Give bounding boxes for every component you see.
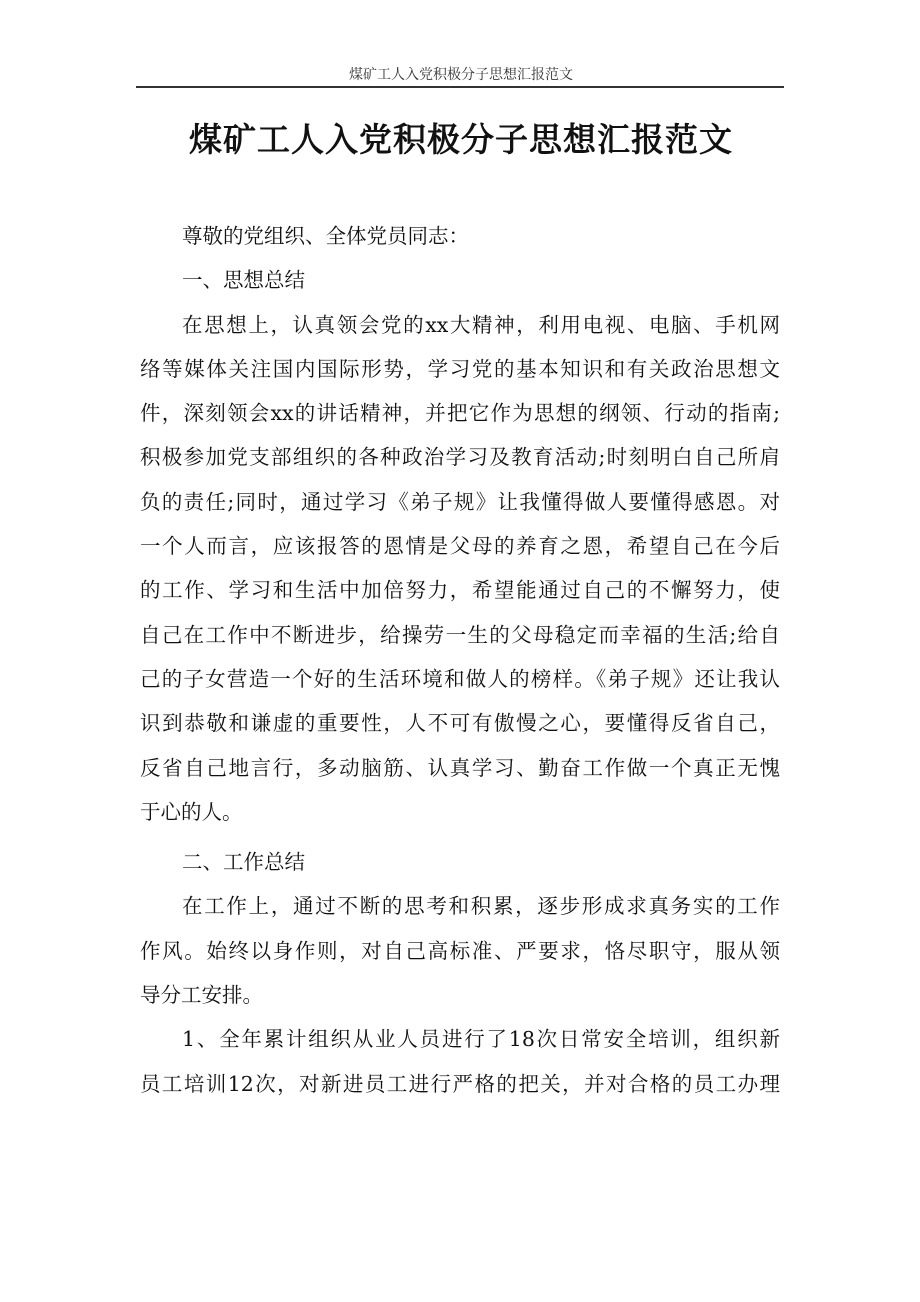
text-line: 1、全年累计组织从业人员进行了18次日常安全培训，组织新: [182, 1027, 780, 1052]
document-title: 煤矿工人入党积极分子思想汇报范文: [189, 120, 733, 159]
text-line: 一个人而言，应该报答的恩情是父母的养育之恩，希望自己在今后: [140, 534, 780, 559]
section-heading-thought: [140, 258, 780, 302]
text-line: 的工作、学习和生活中加倍努力，希望能通过自己的不懈努力，使: [140, 578, 780, 603]
text-line: 一、思想总结: [182, 268, 305, 293]
text-line: 积极参加党支部组织的各种政治学习及教育活动;时刻明白自己所肩: [140, 445, 780, 470]
text-line: 于心的人。: [140, 799, 243, 824]
text-line: 己的子女营造一个好的生活环境和做人的榜样。《弟子规》还让我认: [140, 666, 780, 691]
work-paragraph: [140, 884, 780, 1017]
document-body: [140, 214, 780, 1106]
header-divider: [136, 86, 784, 88]
thought-paragraph: [140, 303, 780, 835]
text-line: 导分工安排。: [140, 983, 263, 1008]
text-line: 识到恭敬和谦虚的重要性，人不可有傲慢之心，要懂得反省自己，: [140, 711, 780, 736]
running-header: 煤矿工人入党积极分子思想汇报范文: [349, 67, 573, 83]
text-line: 尊敬的党组织、全体党员同志：: [182, 224, 469, 248]
text-line: 自己在工作中不断进步，给操劳一生的父母稳定而幸福的生活;给自: [140, 622, 780, 647]
text-line: 作风。始终以身作则，对自己高标准、严要求，恪尽职守，服从领: [140, 938, 780, 963]
work-item-1-paragraph: [140, 1017, 780, 1106]
text-line: 二、工作总结: [182, 850, 305, 875]
text-line: 在工作上，通过不断的思考和积累，逐步形成求真务实的工作: [182, 894, 780, 919]
salutation-paragraph: [140, 214, 780, 258]
text-line: 反省自己地言行，多动脑筋、认真学习、勤奋工作做一个真正无愧: [140, 755, 780, 780]
section-heading-work: [140, 840, 780, 884]
text-line: 在思想上，认真领会党的xx大精神，利用电视、电脑、手机网: [182, 312, 780, 337]
text-line: 络等媒体关注国内国际形势，学习党的基本知识和有关政治思想文: [140, 356, 780, 381]
text-line: 件，深刻领会xx的讲话精神，并把它作为思想的纲领、行动的指南;: [140, 401, 780, 426]
text-line: 负的责任;同时，通过学习《弟子规》让我懂得做人要懂得感恩。对: [140, 489, 780, 514]
text-line: 员工培训12次，对新进员工进行严格的把关，并对合格的员工办理: [140, 1071, 780, 1096]
